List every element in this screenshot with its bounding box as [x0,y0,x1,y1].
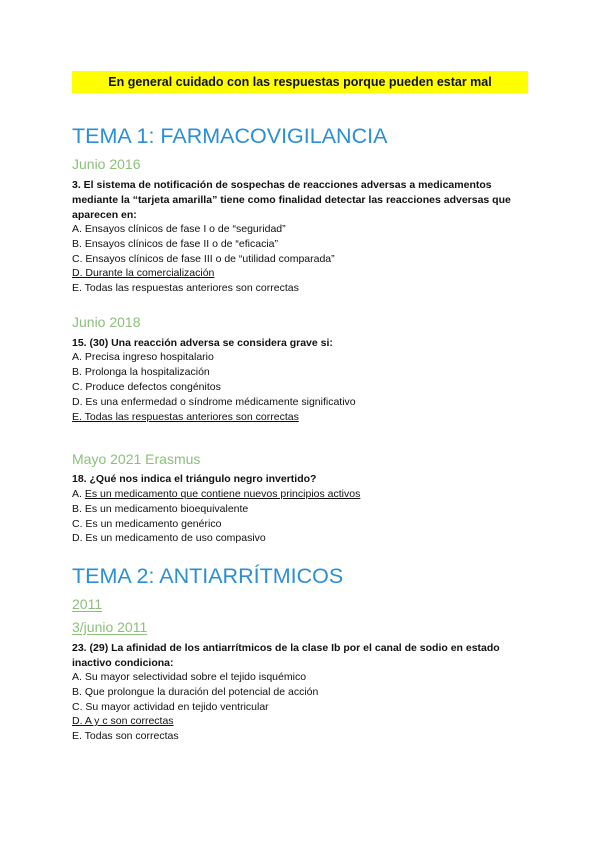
option-a-prefix: A. [72,488,85,500]
option-a: A. Su mayor selectividad sobre el tejido isquémico [72,671,307,683]
option-d-correct: D. A y c son correctas [72,715,174,727]
session-junio-2018: Junio 2018 [72,314,141,330]
option-e: E. Todas son correctas [72,730,179,742]
option-a-text: Es un medicamento que contiene nuevos principios activos [84,488,361,500]
warning-banner: En general cuidado con las respuestas porque pueden estar mal [72,71,528,93]
option-b: B. Ensayos clínicos de fase II o de “eficacia” [72,238,279,250]
option-d: D. Es una enfermedad o síndrome médicamente significativo [72,396,356,408]
option-c: C. Ensayos clínicos de fase III o de “utilidad comparada” [72,253,335,265]
option-b: B. Que prolongue la duración del potencial de acción [72,686,319,698]
option-c: C. Produce defectos congénitos [72,381,221,393]
question-3: 3. El sistema de notificación de sospechas de reacciones adversas a medicamentos mediante la “tarjeta amarilla” tiene como finalidad detectar las reacciones adversas que aparecen en: [72,179,511,221]
question-15: 15. (30) Una reacción adversa se considera grave si: [72,337,333,349]
year-2011: 2011 [72,596,103,612]
question-23: 23. (29) La afinidad de los antiarrítmicos de la clase Ib por el canal de sodio en estado inactivo condiciona: [72,642,500,669]
option-c: C. Su mayor actividad en tejido ventricular [72,701,269,713]
option-a-correct [72,487,360,502]
tema2-title: TEMA 2: ANTIARRÍTMICOS [72,564,344,588]
option-c: C. Es un medicamento genérico [72,518,222,530]
option-b: B. Prolonga la hospitalización [72,366,210,378]
option-e: E. Todas las respuestas anteriores son correctas [72,282,299,294]
option-e-correct: E. Todas las respuestas anteriores son correctas [72,411,299,423]
option-a: A. Ensayos clínicos de fase I o de “seguridad” [72,223,286,235]
question-18: 18. ¿Qué nos indica el triángulo negro invertido? [72,473,317,485]
option-b: B. Es un medicamento bioequivalente [72,503,249,515]
option-d-correct: D. Durante la comercialización [72,267,215,279]
option-a: A. Precisa ingreso hospitalario [72,351,214,363]
session-3-junio-2011: 3/junio 2011 [72,619,148,635]
tema1-title: TEMA 1: FARMACOVIGILANCIA [72,124,388,148]
session-mayo-2021-erasmus: Mayo 2021 Erasmus [72,451,201,467]
option-d: D. Es un medicamento de uso compasivo [72,532,266,544]
session-junio-2016: Junio 2016 [72,156,141,172]
